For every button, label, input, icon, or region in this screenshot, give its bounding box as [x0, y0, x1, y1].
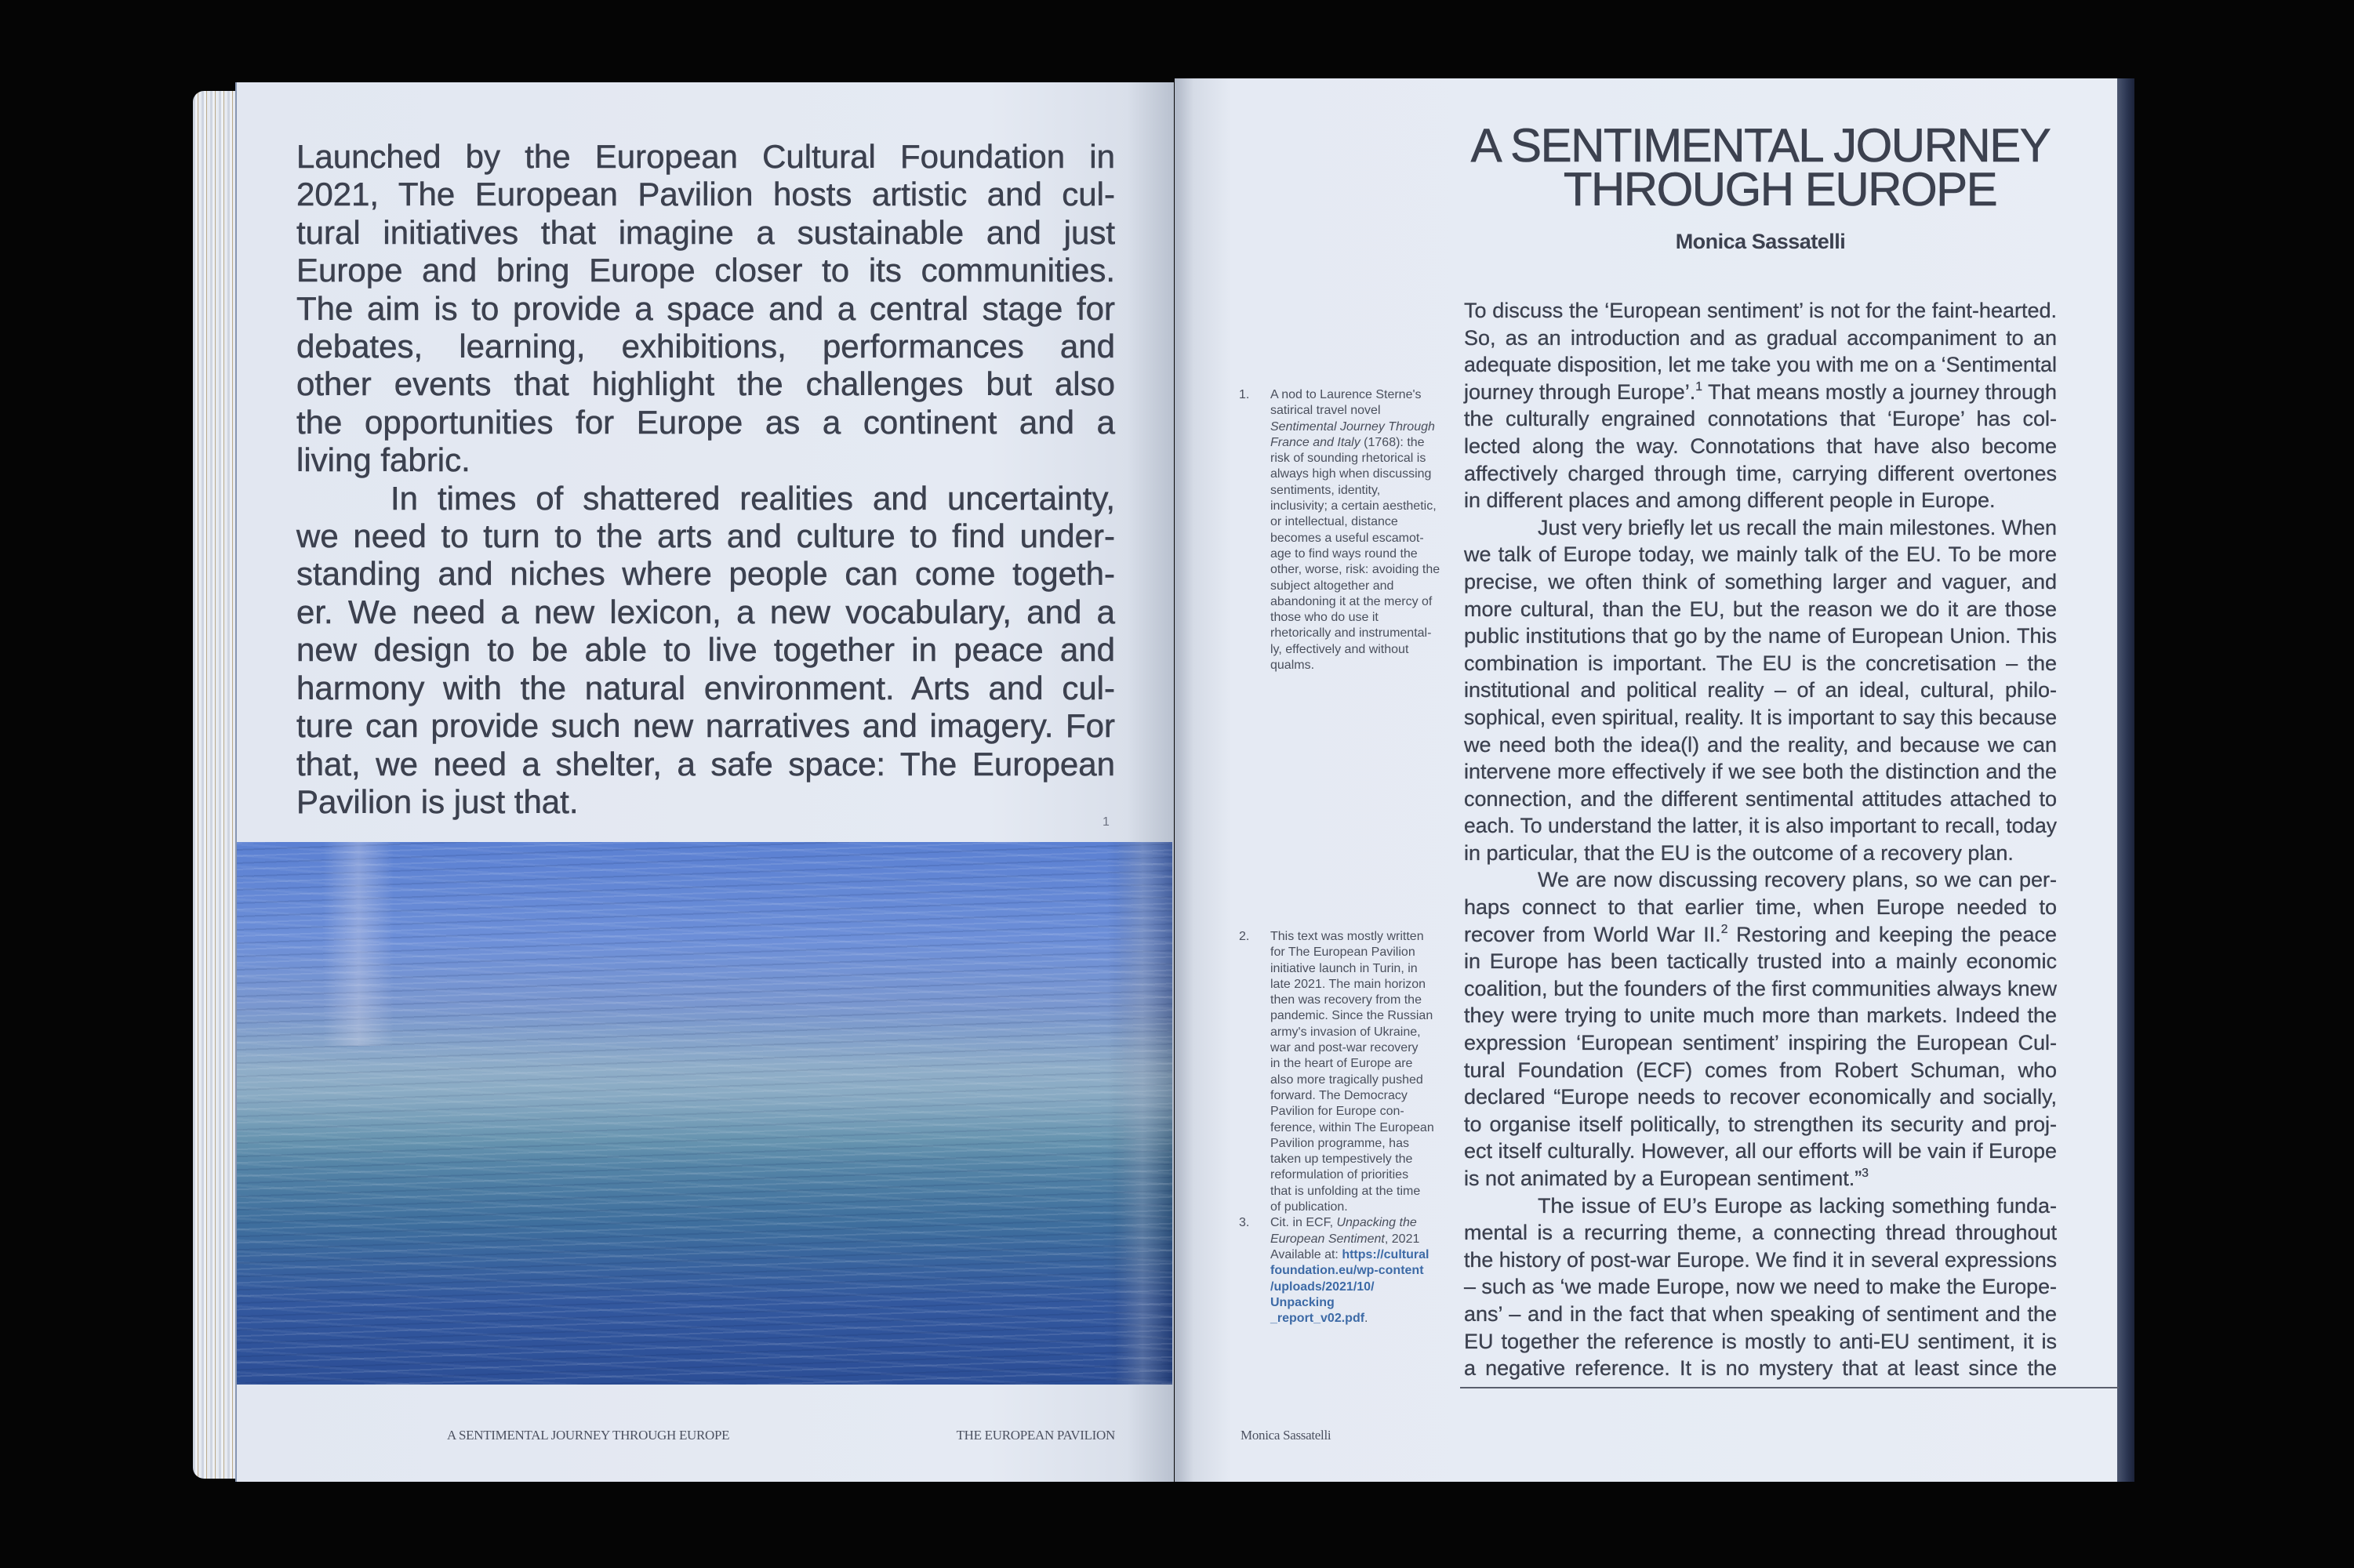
- footnote-reference[interactable]: 2: [1720, 922, 1728, 936]
- text-line-content: initiative launch in Turin, in: [1270, 961, 1418, 975]
- text-line: [1464, 1083, 2057, 1111]
- article-author: Monica Sassatelli: [1675, 230, 1846, 253]
- text-line: [1270, 499, 1459, 514]
- text-line: [1270, 1104, 1459, 1120]
- footnote-1: [1239, 387, 1459, 673]
- text-line: [1464, 1057, 2057, 1084]
- text-line: [1270, 451, 1459, 466]
- text-line: [296, 365, 1115, 403]
- text-line: [1270, 1184, 1459, 1200]
- text-line-content: the history of post-war Europe. We find it in several expressions: [1464, 1247, 2057, 1272]
- text-segment: Restoring and keeping the peace: [1727, 922, 2057, 946]
- text-line: [296, 138, 1115, 176]
- text-line: [296, 214, 1115, 252]
- text-line-content: age to find ways round the: [1270, 546, 1418, 561]
- text-line-content: for The European Pavilion: [1270, 946, 1415, 960]
- text-line-content: The aim is to provide a space and a central stage for: [296, 289, 1115, 327]
- text-line: [1270, 594, 1459, 610]
- text-line: [1464, 433, 2057, 460]
- text-line: [296, 328, 1115, 365]
- text-line: [1270, 1120, 1459, 1136]
- text-line-content: institutional and political reality – of an ideal, cultural, philo-: [1464, 678, 2057, 702]
- text-line: [1464, 1002, 2057, 1029]
- running-head-article-title: A SENTIMENTAL JOURNEY THROUGH EUROPE: [447, 1428, 730, 1443]
- text-line: [1270, 610, 1459, 626]
- text-line-content: qualms.: [1270, 659, 1315, 673]
- text-segment: recover from World War II.: [1464, 922, 1721, 946]
- text-line: [1464, 731, 2057, 759]
- text-line: [296, 441, 1115, 479]
- text-line-content: we need to turn to the arts and culture to find under-: [296, 517, 1115, 555]
- text-line: [1270, 929, 1459, 945]
- text-line-content: tural Foundation (ECF) comes from Robert Schuman, who: [1464, 1058, 2057, 1082]
- text-line: [296, 517, 1115, 555]
- footnotes-bottom: [1239, 929, 1459, 1327]
- text-line-content: declared “Europe needs to recover economically and socially,: [1464, 1085, 2057, 1109]
- text-line-content: expression ‘European sentiment’ inspiring the European Cul-: [1464, 1031, 2057, 1055]
- text-line: [296, 670, 1115, 707]
- text-line-content: We are now discussing recovery plans, so we can per-: [1538, 868, 2057, 892]
- text-line-content: taken up tempestively the: [1270, 1152, 1413, 1167]
- running-head-publication: THE EUROPEAN PAVILION: [956, 1428, 1115, 1443]
- text-line-content: in different places and among different people in Europe.: [1464, 488, 1996, 513]
- text-line: [1464, 541, 2057, 568]
- text-line-content: In times of shattered realities and uncertainty,: [391, 479, 1115, 517]
- text-line-content: [1270, 1215, 1417, 1231]
- text-line: [1464, 1192, 2057, 1220]
- italic-text: Unpacking the: [1336, 1216, 1417, 1230]
- text-line: [1464, 460, 2057, 488]
- text-line: [1270, 1152, 1459, 1167]
- text-line-content: ly, effectively and without: [1270, 642, 1409, 656]
- text-line-content: [1464, 379, 2057, 406]
- article-title: [1459, 119, 2062, 216]
- text-line-content: harmony with the natural environment. Arts and cul-: [296, 669, 1115, 706]
- text-line: [1464, 325, 2057, 352]
- text-line: [1464, 622, 2057, 650]
- text-line: [1270, 1056, 1459, 1072]
- text-line-content: Just very briefly let us recall the main milestones. When: [1538, 515, 2057, 539]
- text-line-content: To discuss the ‘European sentiment’ is not for the faint-hearted.: [1464, 299, 2057, 322]
- text-line: [1270, 562, 1459, 578]
- text-segment: journey through Europe’.: [1464, 379, 1696, 404]
- text-line-content: subject altogether and: [1270, 579, 1394, 593]
- left-page-intro-text: [296, 138, 1115, 821]
- text-line-content: – such as ‘we made Europe, now we need to make the Europe-: [1464, 1275, 2057, 1299]
- text-segment: (1768): the: [1360, 435, 1425, 449]
- footnote-link[interactable]: _report_v02.pdf: [1270, 1312, 1365, 1326]
- text-line-content: reformulation of priorities: [1270, 1168, 1409, 1182]
- sea-water-photo: [237, 842, 1172, 1385]
- footnote-2: [1239, 929, 1459, 1215]
- footnote-link[interactable]: /uploads/2021/10/: [1270, 1279, 1375, 1294]
- text-line-content: [1270, 1295, 1335, 1311]
- text-line: [1270, 1311, 1459, 1327]
- text-line-content: forward. The Democracy: [1270, 1088, 1408, 1102]
- text-line-content: in Europe has been tactically trusted into a mainly economic: [1464, 949, 2057, 974]
- text-segment: is not animated by a European sentiment.”: [1464, 1167, 1862, 1190]
- text-line-content: in the heart of Europe are: [1270, 1057, 1413, 1071]
- text-line-content: Pavilion is just that.: [296, 782, 579, 820]
- text-line-content: that, we need a shelter, a safe space: The European: [296, 745, 1115, 782]
- text-line-content: connection, and the different sentimental attitudes attached to: [1464, 786, 2057, 811]
- text-line-content: lected along the way. Connotations that have also become: [1464, 434, 2057, 458]
- text-line: [1270, 1247, 1459, 1263]
- text-line-content: debates, learning, exhibitions, performances and: [296, 328, 1115, 365]
- text-line-content: This text was mostly written: [1270, 930, 1424, 943]
- text-line: [1464, 786, 2057, 813]
- text-line: [1464, 921, 2057, 949]
- back-cover-edge: [2117, 78, 2134, 1482]
- text-line: [296, 404, 1115, 441]
- text-line-content: affectively charged through time, carrying different overtones: [1464, 461, 2057, 485]
- title-line: THROUGH EUROPE: [1563, 163, 1997, 216]
- footnote-link[interactable]: Unpacking: [1270, 1295, 1335, 1309]
- text-line-content: risk of sounding rhetorical is: [1270, 452, 1426, 466]
- text-line: [1270, 435, 1459, 451]
- text-line: [1270, 1167, 1459, 1183]
- text-line: [1464, 704, 2057, 731]
- text-line: [1464, 1301, 2057, 1328]
- text-line: [296, 480, 1115, 517]
- footnote-link[interactable]: https://cultural: [1342, 1247, 1429, 1261]
- text-line: [1270, 466, 1459, 482]
- text-line: [1270, 1263, 1459, 1279]
- text-line-content: [1270, 1247, 1429, 1263]
- text-line-content: coalition, but the founders of the first communities always knew: [1464, 976, 2057, 1000]
- text-line-content: other, worse, risk: avoiding the: [1270, 563, 1440, 577]
- text-line: [1270, 626, 1459, 641]
- italic-text: European Sentiment: [1270, 1232, 1385, 1246]
- text-segment: .: [1364, 1312, 1368, 1326]
- text-line-content: combination is important. The EU is the concretisation – the: [1464, 651, 2057, 675]
- text-line: [1464, 1247, 2057, 1274]
- text-line: [1270, 1232, 1459, 1247]
- text-line: [1464, 351, 2057, 379]
- text-line: [296, 176, 1115, 213]
- text-line-content: of publication.: [1270, 1200, 1348, 1214]
- text-line: [1464, 948, 2057, 975]
- text-line-content: haps connect to that earlier time, when Europe needed to: [1464, 895, 2057, 920]
- text-line-content: then was recovery from the: [1270, 993, 1422, 1007]
- text-line: [1464, 650, 2057, 677]
- text-line-content: rhetorically and instrumental-: [1270, 626, 1432, 641]
- text-line-content: Pavilion programme, has: [1270, 1136, 1409, 1150]
- text-line-content: satirical travel novel: [1270, 404, 1381, 418]
- footnote-link[interactable]: foundation.eu/wp-content: [1270, 1264, 1424, 1278]
- text-line: [1464, 1273, 2057, 1301]
- text-line-content: mental is a recurring theme, a connecting thread throughout: [1464, 1221, 2057, 1245]
- text-line: [1464, 405, 2057, 433]
- text-line-content: we need both the idea(l) and the reality, and because we can: [1464, 732, 2057, 757]
- text-line-content: sophical, even spiritual, reality. It is important to say this because: [1464, 705, 2057, 729]
- text-line: [1270, 977, 1459, 993]
- text-line-content: inclusivity; a certain aesthetic,: [1270, 499, 1437, 514]
- text-line-content: the culturally engrained connotations that ‘Europe’ has col-: [1464, 407, 2057, 431]
- text-line: [1270, 1136, 1459, 1152]
- text-line: [1270, 514, 1459, 530]
- page-number: 1: [1103, 815, 1110, 829]
- text-line-content: becomes a useful escamot-: [1270, 531, 1424, 545]
- text-line-content: pandemic. Since the Russian: [1270, 1009, 1433, 1023]
- text-line-content: [1464, 1165, 1869, 1192]
- text-line-content: [1270, 1311, 1368, 1327]
- footnote-3: [1239, 1215, 1459, 1327]
- text-line-content: those who do use it: [1270, 611, 1379, 625]
- text-line-content: to organise itself politically, to strengthen its security and proj-: [1464, 1112, 2057, 1136]
- text-line: [1464, 568, 2057, 596]
- text-line-content: A nod to Laurence Sterne's: [1270, 388, 1422, 401]
- text-line: [1270, 1025, 1459, 1040]
- text-line-content: also more tragically pushed: [1270, 1073, 1423, 1087]
- text-line: [1464, 866, 2057, 894]
- footnote-reference[interactable]: 3: [1862, 1167, 1869, 1181]
- text-line: [1270, 387, 1459, 403]
- text-line: [1464, 1219, 2057, 1247]
- text-line-content: we talk of Europe today, we mainly talk of the EU. To be more: [1464, 543, 2057, 567]
- text-segment: , 2021: [1384, 1232, 1420, 1246]
- text-line-content: [1464, 921, 2057, 949]
- text-line-content: other events that highlight the challenges but also: [296, 365, 1115, 403]
- text-line-content: war and post-war recovery: [1270, 1041, 1419, 1055]
- footnotes-top: [1239, 387, 1459, 673]
- light-reflection: [1115, 842, 1170, 1385]
- text-line: [1464, 812, 2057, 840]
- text-line-content: intervene more effectively if we see both the distinction and the: [1464, 760, 2057, 784]
- text-line: [1270, 1215, 1459, 1231]
- text-line-content: sentiments, identity,: [1270, 483, 1381, 497]
- text-segment: That means mostly a journey through: [1702, 379, 2057, 404]
- title-line: A SENTIMENTAL JOURNEY: [1470, 119, 2051, 172]
- text-line-content: 2021, The European Pavilion hosts artistic and cul-: [296, 176, 1115, 213]
- text-line-content: new design to be able to live together in peace and: [296, 631, 1115, 669]
- text-line-content: er. We need a new lexicon, a new vocabulary, and a: [296, 593, 1115, 630]
- text-line: [1464, 894, 2057, 921]
- text-line: [296, 593, 1115, 631]
- text-line: [296, 252, 1115, 289]
- text-line-content: more cultural, than the EU, but the reason we do it are those: [1464, 597, 2057, 621]
- text-line: [1270, 1295, 1459, 1311]
- text-line: [1270, 945, 1459, 960]
- text-line-content: a negative reference. It is no mystery that at least since the: [1464, 1356, 2057, 1381]
- light-reflection: [323, 842, 394, 1046]
- text-line-content: army's invasion of Ukraine,: [1270, 1025, 1421, 1039]
- text-line: [1270, 419, 1459, 435]
- text-line-content: the opportunities for Europe as a continent and a: [296, 403, 1115, 441]
- text-line-content: [1270, 419, 1435, 435]
- text-line-content: abandoning it at the mercy of: [1270, 594, 1433, 608]
- text-line: [296, 746, 1115, 783]
- text-line: [1270, 403, 1459, 419]
- text-line: [1270, 642, 1459, 658]
- text-line-content: always high when discussing: [1270, 467, 1432, 481]
- text-line: [1464, 1328, 2057, 1356]
- text-line: [1464, 677, 2057, 704]
- text-line: [1464, 379, 2057, 406]
- text-line: [296, 290, 1115, 328]
- text-line-content: they were trying to unite much more than markets. Indeed the: [1464, 1004, 2057, 1028]
- text-line: [1270, 1040, 1459, 1056]
- text-line: [296, 707, 1115, 745]
- text-line: [1270, 1200, 1459, 1215]
- text-line-content: ture can provide such new narratives and imagery. For: [296, 707, 1115, 745]
- text-line: [1270, 1008, 1459, 1024]
- text-line-content: public institutions that go by the name of European Union. This: [1464, 624, 2057, 648]
- text-line: [1464, 758, 2057, 786]
- footnote-number: 1.: [1239, 388, 1250, 401]
- text-line-content: EU together the reference is mostly to anti-EU sentiment, it is: [1464, 1329, 2057, 1353]
- text-line: [296, 555, 1115, 593]
- text-line-content: each. To understand the latter, it is also important to recall, today: [1464, 814, 2057, 838]
- text-line-content: Pavilion for Europe con-: [1270, 1105, 1404, 1119]
- text-line: [296, 631, 1115, 669]
- text-line-content: Europe and bring Europe closer to its communities.: [296, 252, 1115, 289]
- text-line: [296, 783, 1115, 821]
- text-line: [1464, 1029, 2057, 1057]
- text-line: [1464, 297, 2057, 325]
- text-line: [1270, 483, 1459, 499]
- text-line: [1464, 1355, 2057, 1382]
- text-line-content: [1270, 1279, 1375, 1295]
- text-line-content: [1270, 435, 1425, 451]
- text-line-content: living fabric.: [296, 441, 470, 479]
- text-line-content: in particular, that the EU is the outcome of a recovery plan.: [1464, 840, 2014, 865]
- text-line: [1464, 514, 2057, 542]
- text-line: [1270, 1088, 1459, 1104]
- footnote-reference[interactable]: 1: [1695, 379, 1702, 394]
- text-line-content: precise, we often think of something larger and vaguer, and: [1464, 569, 2057, 593]
- text-line-content: The issue of EU’s Europe as lacking something funda-: [1538, 1193, 2057, 1218]
- text-line-content: [1270, 1263, 1424, 1279]
- text-line-content: [1270, 1232, 1419, 1247]
- text-line: [1464, 1111, 2057, 1138]
- bottom-rule: [1460, 1387, 2119, 1388]
- text-line-content: late 2021. The main horizon: [1270, 977, 1426, 991]
- text-line: [1464, 1138, 2057, 1165]
- text-line-content: ference, within The European: [1270, 1120, 1434, 1134]
- footnote-number: 2.: [1239, 930, 1250, 943]
- text-line: [1270, 546, 1459, 562]
- text-line: [1464, 975, 2057, 1003]
- text-line-content: Launched by the European Cultural Foundation in: [296, 138, 1115, 175]
- italic-text: France and Italy: [1270, 435, 1360, 449]
- text-line: [1464, 596, 2057, 623]
- text-line-content: or intellectual, distance: [1270, 515, 1398, 529]
- text-segment: Cit. in ECF,: [1270, 1216, 1337, 1230]
- text-line: [1270, 1279, 1459, 1295]
- text-line: [1270, 1073, 1459, 1088]
- text-line-content: ans’ – and in the fact that when speaking of sentiment and the: [1464, 1301, 2057, 1326]
- text-line-content: So, as an introduction and as gradual accompaniment to an: [1464, 325, 2057, 350]
- text-line-content: ect itself culturally. However, all our efforts will be vain if Europe: [1464, 1139, 2057, 1163]
- page-stack-edges: [193, 91, 237, 1479]
- text-line-content: adequate disposition, let me take you with me on a ‘Sentimental: [1464, 353, 2057, 377]
- text-line: [1270, 961, 1459, 977]
- footnote-number: 3.: [1239, 1216, 1250, 1230]
- text-line-content: tural initiatives that imagine a sustainable and just: [296, 213, 1115, 251]
- text-line: [1270, 993, 1459, 1008]
- article-body: [1464, 297, 2057, 1382]
- text-line: [1464, 487, 2057, 514]
- italic-text: Sentimental Journey Through: [1270, 419, 1435, 434]
- text-line-content: standing and niches where people can come togeth-: [296, 555, 1115, 593]
- text-line-content: that is unfolding at the time: [1270, 1184, 1421, 1198]
- text-line: [1270, 658, 1459, 673]
- text-line: [1270, 579, 1459, 594]
- text-segment: Available at:: [1270, 1247, 1342, 1261]
- text-line: [1270, 531, 1459, 546]
- text-line: [1464, 840, 2057, 867]
- running-head-author: Monica Sassatelli: [1241, 1428, 1331, 1443]
- text-line: [1464, 1165, 2057, 1192]
